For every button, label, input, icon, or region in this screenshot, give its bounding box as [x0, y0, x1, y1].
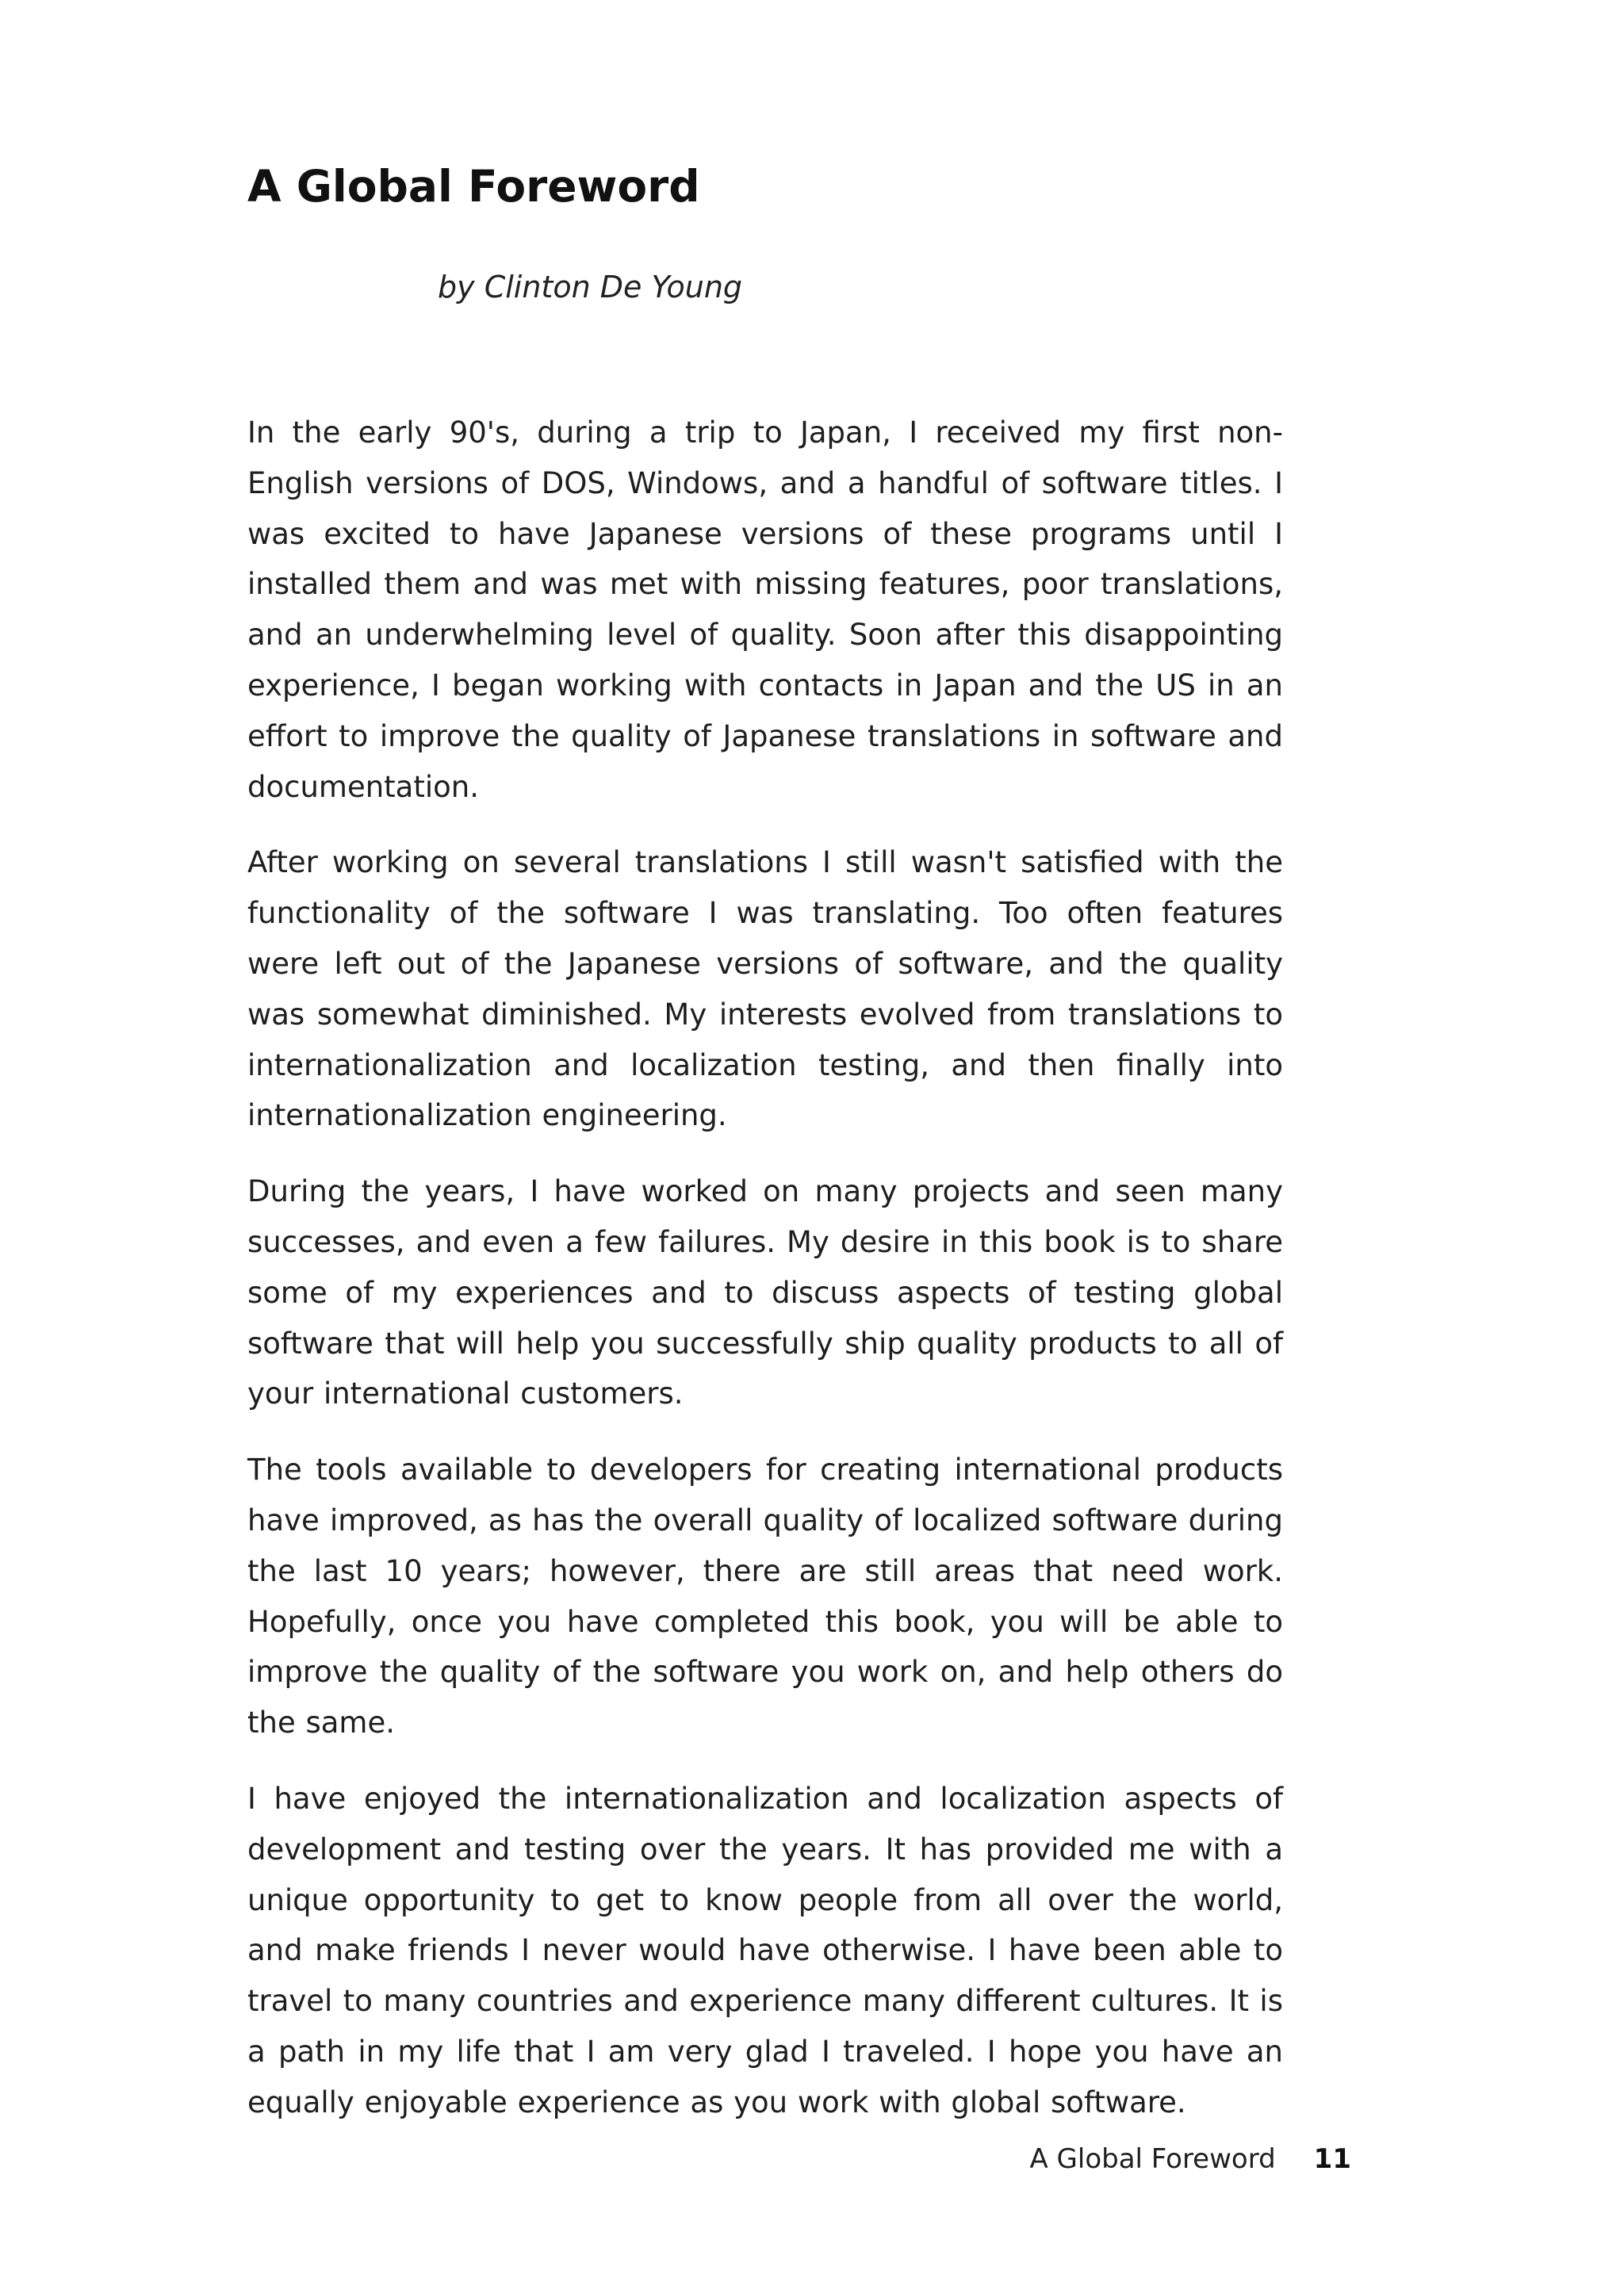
paragraph-1: In the early 90's, during a trip to Japan, I received my first non-English versions of DOS, Windows, and a handful of software titles. I was excited to have Japanese versions of these programs until I installed them and was met with missing features, poor translations, and an underwhelming level of quality. Soon after this disappointing experience, I began working with contacts in Japan and the US in an effort to improve the quality of Japanese translations in software and documentation.: [247, 415, 1283, 804]
paragraph-3: During the years, I have worked on many projects and seen many successes, and even a few failures. My desire in this book is to share some of my experiences and to discuss aspects of testing global software that will help you successfully ship quality products to all of your international customers.: [247, 1174, 1283, 1411]
chapter-title: A Global Foreword: [247, 161, 700, 212]
paragraph-4: The tools available to developers for creating international products have improved, as has the overall quality of localized software during the last 10 years; however, there are still areas that need work. Hopefully, once you have completed this book, you will be able to improve the quality of the software you work on, and help others do the same.: [247, 1453, 1283, 1740]
running-footer: [1029, 2141, 1351, 2177]
paragraph-2: After working on several translations I still wasn't satisfied with the functionality of the software I was translating. Too often features were left out of the Japanese versions of software, and the quality was somewhat diminished. My interests evolved from translations to internationalization and localization testing, and then finally into internationalization engineering.: [247, 845, 1283, 1133]
author-byline: by Clinton De Young: [438, 270, 743, 304]
footer-running-title: A Global Foreword: [1029, 2143, 1276, 2175]
body-text: [247, 408, 1283, 2154]
paragraph-5: I have enjoyed the internationalization and localization aspects of development and testing over the years. It has provided me with a unique opportunity to get to know people from all over the world, and make friends I never would have otherwise. I have been able to travel to many countries and experience many different cultures. It is a path in my life that I am very glad I traveled. I hope you have an equally enjoyable experience as you work with global software.: [247, 1781, 1283, 2119]
page-number: 11: [1313, 2143, 1351, 2175]
